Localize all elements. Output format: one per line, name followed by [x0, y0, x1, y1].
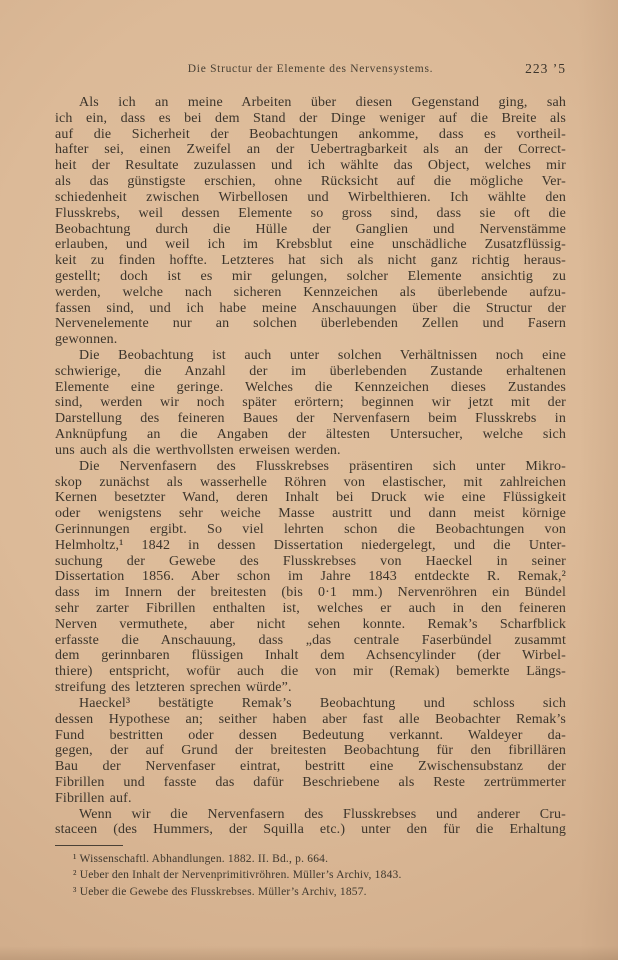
text-line: staceen (des Hummers, der Squilla etc.) unter den für die Erhaltung	[55, 822, 566, 838]
body-text	[55, 95, 566, 838]
text-line: streifung des letzteren sprechen würde”.	[55, 680, 292, 696]
text-line: Kernen besetzter Wand, deren Inhalt bei Druck wie eine Flüssigkeit	[55, 490, 566, 506]
text-line: dass im Innern der breitesten (bis 0·1 mm.) Nervenröhren ein Bündel	[55, 585, 566, 601]
text-line: thiere) entspricht, wofür auch die von mir (Remak) bemerkte Längs-	[55, 664, 566, 680]
text-line: Anknüpfung an die Angaben der ältesten Untersucher, welche sich	[55, 427, 566, 443]
text-line: erlauben, und weil ich im Krebsblut eine unschädliche Zusatzflüssig-	[55, 237, 566, 253]
text-line: gegen, der auf Grund der breitesten Beobachtung für den fibrillären	[55, 743, 566, 759]
text-line: ich ein, dass es bei dem Stand der Dinge weniger auf die Breite als	[55, 110, 566, 126]
text-line: Bau der Nervenfaser eintrat, bestritt eine Zwischensubstanz der	[55, 759, 566, 775]
text-line: Die Nervenfasern des Flusskrebses präsentiren sich unter Mikro-	[79, 458, 566, 474]
text-line: Dissertation 1856. Aber schon im Jahre 1843 entdeckte R. Remak,²	[55, 569, 566, 585]
paragraph	[55, 348, 566, 459]
text-line: werden, welche nach sicheren Kennzeichen als überlebende aufzu-	[55, 284, 566, 300]
text-line: Als ich an meine Arbeiten über diesen Gegenstand ging, sah	[79, 95, 566, 110]
text-line: Nerven vermuthete, aber nicht sehen konnte. Remak’s Scharfblick	[55, 616, 566, 632]
text-line: als das günstigste erschien, ohne Rücksicht auf die mögliche Ver-	[55, 174, 566, 190]
text-line: skop zunächst als wasserhelle Röhren von elastischer, mit zahlreichen	[55, 474, 566, 490]
text-line: dem gerinnbaren flüssigen Inhalt dem Achsencylinder (der Wirbel-	[55, 648, 566, 664]
text-line: Fund bestritten oder dessen Bedeutung verkannt. Waldeyer da-	[55, 727, 566, 743]
text-line: keit zu finden hoffte. Letzteres hat sich als nicht ganz richtig heraus-	[55, 253, 566, 269]
text-line: sind, werden wir noch später erörtern; beginnen wir jetzt mit der	[55, 395, 566, 411]
text-line: Darstellung des feineren Baues der Nervenfasern beim Flusskrebs in	[55, 411, 566, 427]
text-line: schiedenheit zwischen Wirbellosen und Wirbelthieren. Ich wählte den	[55, 189, 566, 205]
text-line: fassen sind, und ich habe meine Anschauungen über die Structur der	[55, 300, 566, 316]
running-header	[55, 63, 566, 79]
text-line: Fibrillen und fasste das dafür Beschriebene als Reste zertrümmerter	[55, 774, 566, 790]
running-header-title: Die Structur der Elemente des Nervensystems.	[187, 63, 434, 75]
page-number: 223 ’5	[525, 61, 566, 76]
text-line: Elemente eine geringe. Welches die Kennzeichen dieses Zustandes	[55, 379, 566, 395]
footnotes	[55, 851, 566, 900]
text-line: oder wenigstens sehr weiche Masse austritt und dann meist körnige	[55, 506, 566, 522]
text-line: sehr zarter Fibrillen enthalten ist, welches er auch in den feineren	[55, 601, 566, 616]
text-line: uns auch als die werthvollsten erweisen werden.	[55, 442, 341, 458]
paragraph	[55, 459, 566, 696]
text-line: Flusskrebs, weil dessen Elemente so gross sind, dass sie oft die	[55, 205, 566, 221]
text-line: suchung der Gewebe des Flusskrebses von Haeckel in seiner	[55, 553, 566, 569]
footnote: ¹ Wissenschaftl. Abhandlungen. 1882. II. Bd., p. 664.	[73, 853, 329, 865]
text-line: gestellt; doch ist es mir gelungen, solcher Elemente ansichtig zu	[55, 268, 566, 284]
paragraph	[55, 807, 566, 839]
footnote: ² Ueber den Inhalt der Nervenprimitivröhren. Müller’s Archiv, 1843.	[73, 869, 402, 882]
paragraph	[55, 696, 566, 807]
paragraph	[55, 95, 566, 348]
text-line: schwierige, die Anzahl der im überlebenden Zustande erhaltenen	[55, 363, 566, 379]
text-line: Nervenelemente nur an solchen überlebenden Zellen und Fasern	[55, 316, 566, 332]
text-line: Gerinnungen ergibt. So viel lehrten schon die Beobachtungen von	[55, 521, 566, 537]
text-line: Helmholtz,¹ 1842 in dessen Dissertation niedergelegt, und die Unter-	[55, 537, 566, 553]
text-line: gewonnen.	[55, 332, 118, 348]
text-line: Haeckel³ bestätigte Remak’s Beobachtung und schloss sich	[79, 695, 566, 711]
footnote-separator	[55, 845, 123, 846]
text-line: hafter sei, einen Zweifel an der Uebertragbarkeit als an der Correct-	[55, 142, 566, 158]
text-line: Die Beobachtung ist auch unter solchen Verhältnissen noch eine	[79, 348, 566, 363]
text-line: erfasste die Anschauung, dass „das centrale Faserbündel zusammt	[55, 632, 566, 648]
text-line: auf die Sicherheit der Beobachtungen ankomme, dass es vortheil-	[55, 126, 566, 142]
text-line: Wenn wir die Nervenfasern des Flusskrebses und anderer Cru-	[79, 806, 566, 822]
text-line: Fibrillen auf.	[55, 790, 132, 806]
footnote: ³ Ueber die Gewebe des Flusskrebses. Müller’s Archiv, 1857.	[73, 885, 367, 898]
text-line: heit der Resultate zuzulassen und ich wählte das Object, welches mir	[55, 158, 566, 174]
text-line: dessen Hypothese an; seither haben aber fast alle Beobachter Remak’s	[55, 711, 566, 727]
text-line: Beobachtung durch die Hülle der Ganglien und Nervenstämme	[55, 221, 566, 237]
